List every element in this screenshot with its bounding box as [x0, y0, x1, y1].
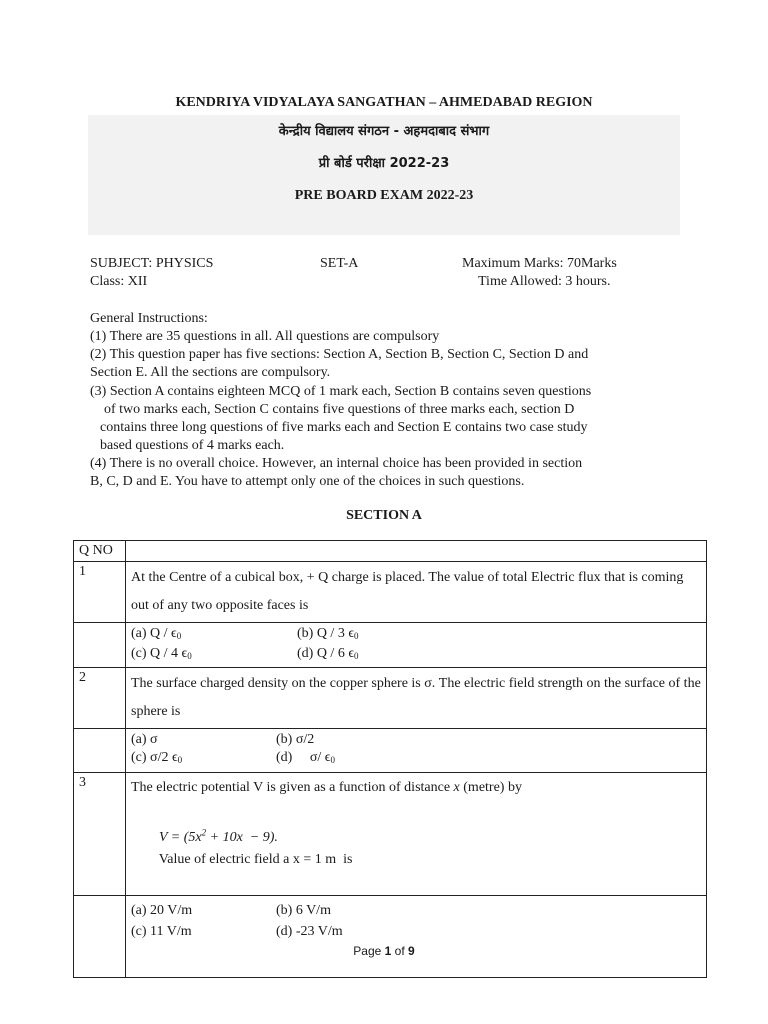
class-label: Class: XII — [90, 274, 148, 289]
option-c: (c) Q / 4 ϵ0 — [131, 646, 192, 661]
question-number: 1 — [74, 562, 126, 623]
instruction-line: based questions of 4 marks each. — [100, 438, 285, 453]
subject-label: SUBJECT: PHYSICS — [90, 256, 214, 271]
instruction-line: B, C, D and E. You have to attempt only one of the choices in such questions. — [90, 474, 525, 489]
option-b: (b) 6 V/m — [276, 902, 331, 918]
table-row — [74, 623, 707, 668]
instruction-line: Section E. All the sections are compulsory. — [90, 365, 331, 380]
option-d: (d) -23 V/m — [276, 923, 343, 939]
set-label: SET-A — [320, 256, 359, 271]
max-marks-label: Maximum Marks: 70Marks — [462, 256, 617, 271]
option-c: (c) σ/2 ϵ0 — [131, 750, 183, 765]
question-text: The electric potential V is given as a function of distance x (metre) by $V = (5x^2 + 10x - 9)$. Value of electric field a x = 1 m is — [126, 773, 707, 896]
exam-title-en: PRE BOARD EXAM 2022-23 — [294, 188, 474, 203]
table-header-row — [74, 541, 707, 562]
page-number: 1 — [384, 944, 392, 958]
options-cell — [126, 895, 707, 977]
table-row — [74, 773, 707, 896]
table-row — [74, 668, 707, 729]
instruction-line: (2) This question paper has five sections: Section A, Section B, Section C, Section D and — [90, 347, 589, 362]
question-number: 2 — [74, 668, 126, 729]
option-a: (a) σ — [131, 732, 158, 747]
question-number: 3 — [74, 773, 126, 896]
option-d: (d) σ/ ϵ0 — [276, 750, 335, 765]
options-cell — [126, 623, 707, 668]
org-title-hi: केन्द्रीय विद्यालय संगठन - अहमदाबाद संभाग — [278, 124, 490, 139]
option-d: (d) Q / 6 ϵ0 — [297, 646, 359, 661]
section-title: SECTION A — [346, 508, 422, 523]
time-allowed-label: Time Allowed: 3 hours. — [478, 274, 611, 289]
qno-header: Q NO — [74, 541, 126, 562]
page-footer: Page 1 of 9 — [353, 944, 415, 958]
instruction-line: of two marks each, Section C contains five questions of three marks each, section D — [104, 402, 575, 417]
page-total: 9 — [408, 944, 415, 958]
instruction-line: (1) There are 35 questions in all. All questions are compulsory — [90, 329, 440, 344]
table-row — [74, 562, 707, 623]
variable-x: x — [453, 780, 460, 795]
formula: $V = (5x^2 + 10x - 9)$. — [159, 827, 278, 845]
table-row — [74, 729, 707, 773]
option-c: (c) 11 V/m — [131, 923, 192, 939]
option-b: (b) Q / 3 ϵ0 — [297, 626, 359, 641]
table-row — [74, 895, 707, 977]
instructions-title: General Instructions: — [90, 311, 208, 326]
option-a: (a) Q / ϵ0 — [131, 626, 182, 641]
exam-title-hi: प्री बोर्ड परीक्षा 2022-23 — [318, 156, 450, 171]
instruction-line: (4) There is no overall choice. However, an internal choice has been provided in section — [90, 456, 583, 471]
org-title-en: KENDRIYA VIDYALAYA SANGATHAN – AHMEDABAD REGION — [175, 95, 593, 110]
option-a: (a) 20 V/m — [131, 902, 193, 918]
instruction-line: (3) Section A contains eighteen MCQ of 1 mark each, Section B contains seven questions — [90, 384, 592, 399]
option-b: (b) σ/2 — [276, 732, 315, 747]
questions-table — [73, 540, 707, 978]
question-text: The surface charged density on the copper sphere is σ. The electric field strength on the surface of the sphere is — [131, 676, 701, 719]
question-text: At the Centre of a cubical box, + Q charge is placed. The value of total Electric flux that is coming out of any two opposite faces is — [131, 570, 684, 613]
instruction-line: contains three long questions of five marks each and Section E contains two case study — [100, 420, 588, 435]
options-cell — [126, 729, 707, 773]
